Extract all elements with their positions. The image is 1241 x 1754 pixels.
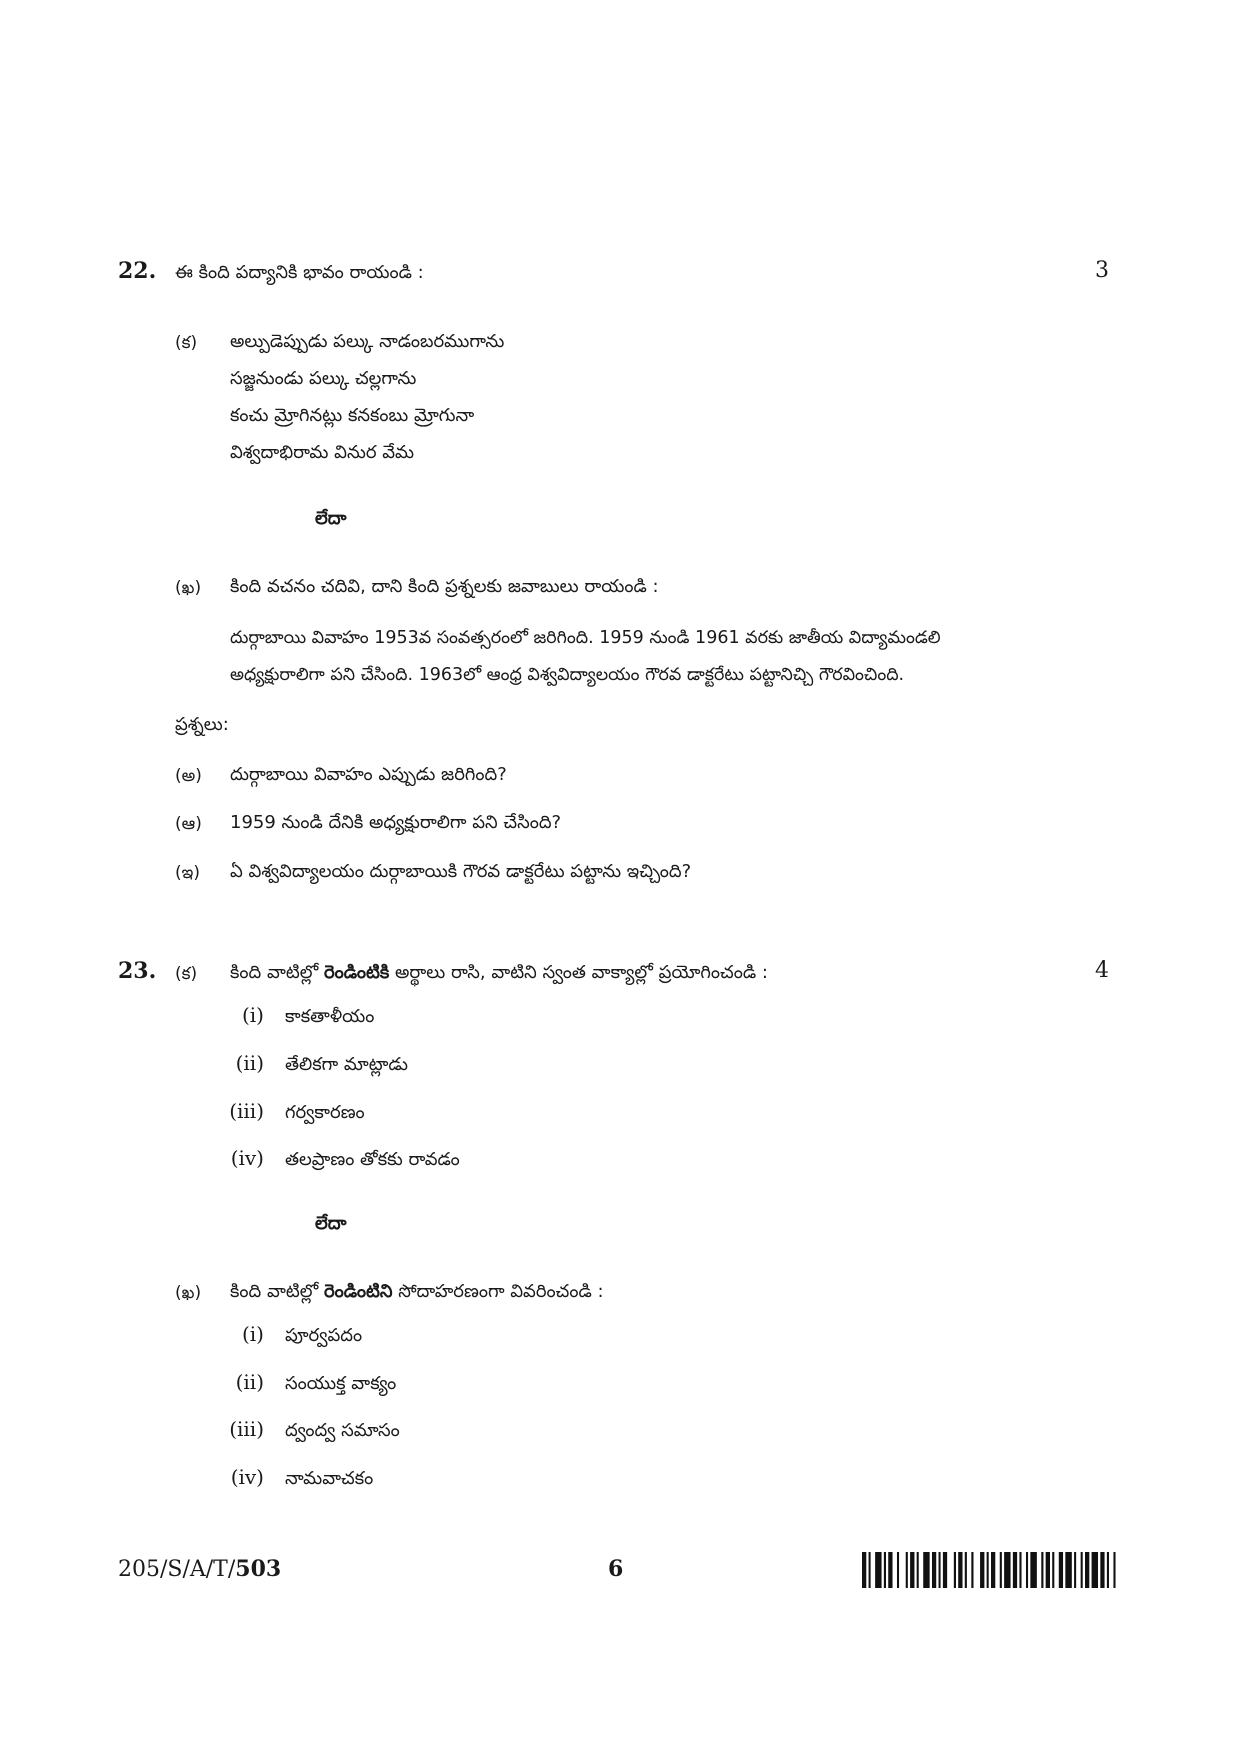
question-label: (ఆ) xyxy=(175,814,202,834)
item-number: (i) xyxy=(241,1322,264,1346)
item-text: కాకతాళీయం xyxy=(285,1006,375,1027)
q22-instruction: ఈ కింది పద్యానికి భావం రాయండి : xyxy=(175,262,424,283)
item-text: తేలికగా మాట్లాడు xyxy=(285,1054,408,1075)
question-label: (అ) xyxy=(175,766,202,786)
page-number: 6 xyxy=(608,1556,624,1582)
item-number: (i) xyxy=(241,1003,264,1027)
poem-line: అల్పుడెప్పుడు పల్కు నాడంబరముగాను xyxy=(230,331,505,352)
item-text: తలప్రాణం తోకకు రావడం xyxy=(285,1149,460,1170)
paper-code: 205/S/A/T/503 xyxy=(118,1556,282,1582)
q22-number: 22. xyxy=(118,258,157,284)
passage-line: దుర్గాబాయి వివాహం 1953వ సంవత్సరంలో జరిగింది. 1959 నుండి 1961 వరకు జాతీయ విద్యామండలి xyxy=(230,628,941,648)
barcode xyxy=(862,1552,1120,1588)
poem-line: విశ్వదాభిరామ వినుర వేమ xyxy=(230,442,415,463)
q22-option-kha-label: (ఖ) xyxy=(175,578,202,598)
question-label: (ఇ) xyxy=(175,863,200,883)
q23-number: 23. xyxy=(118,958,157,984)
question-text: దుర్గాబాయి వివాహం ఎప్పుడు జరిగింది? xyxy=(230,764,507,785)
item-text: సంయుక్త వాక్యం xyxy=(285,1373,397,1394)
poem-line: సజ్జనుండు పల్కు చల్లగాను xyxy=(230,368,417,389)
item-number: (iii) xyxy=(229,1099,264,1123)
q23-option-kha-label: (ఖ) xyxy=(175,1283,202,1303)
q23-or: లేదా xyxy=(315,1213,347,1234)
poem-line: కంచు మ్రోగినట్లు కనకంబు మ్రోగునా xyxy=(230,405,475,426)
question-text: ఏ విశ్వవిద్యాలయం దుర్గాబాయికి గౌరవ డాక్టరేటు పట్టాను ఇచ్చింది? xyxy=(230,861,692,882)
passage-line: అధ్యక్షురాలిగా పని చేసింది. 1963లో ఆంధ్ర విశ్వవిద్యాలయం గౌరవ డాక్టరేటు పట్టానిచ్చి గౌరవించింది. xyxy=(230,665,905,685)
q23-marks: 4 xyxy=(1095,958,1109,983)
item-number: (iii) xyxy=(229,1417,264,1441)
q23-option-ka-label: (క) xyxy=(175,964,198,984)
barcode-bar xyxy=(1116,1552,1120,1588)
item-text: నామవాచకం xyxy=(285,1468,374,1489)
q22-option-kha-instruction: కింది వచనం చదివి, దాని కింది ప్రశ్నలకు జవాబులు రాయండి : xyxy=(230,576,659,597)
item-number: (ii) xyxy=(235,1051,264,1075)
item-number: (iv) xyxy=(230,1146,264,1170)
questions-heading: ప్రశ్నలు: xyxy=(175,714,229,735)
item-text: పూర్వపదం xyxy=(285,1325,363,1346)
item-number: (iv) xyxy=(230,1465,264,1489)
item-text: ద్వంద్వ సమాసం xyxy=(285,1420,400,1441)
item-text: గర్వకారణం xyxy=(285,1102,365,1123)
item-number: (ii) xyxy=(235,1370,264,1394)
q23-option-ka-instruction: కింది వాటిల్లో రెండింటికి అర్థాలు రాసి, వాటిని స్వంత వాక్యాల్లో ప్రయోగించండి : xyxy=(230,962,768,983)
q22-marks: 3 xyxy=(1095,258,1109,283)
q23-option-kha-instruction: కింది వాటిల్లో రెండింటిని సోదాహరణంగా వివరించండి : xyxy=(230,1281,604,1302)
q22-option-ka-label: (క) xyxy=(175,333,198,353)
q22-or: లేదా xyxy=(315,508,347,529)
question-text: 1959 నుండి దేనికి అధ్యక్షురాలిగా పని చేసింది? xyxy=(230,812,562,833)
